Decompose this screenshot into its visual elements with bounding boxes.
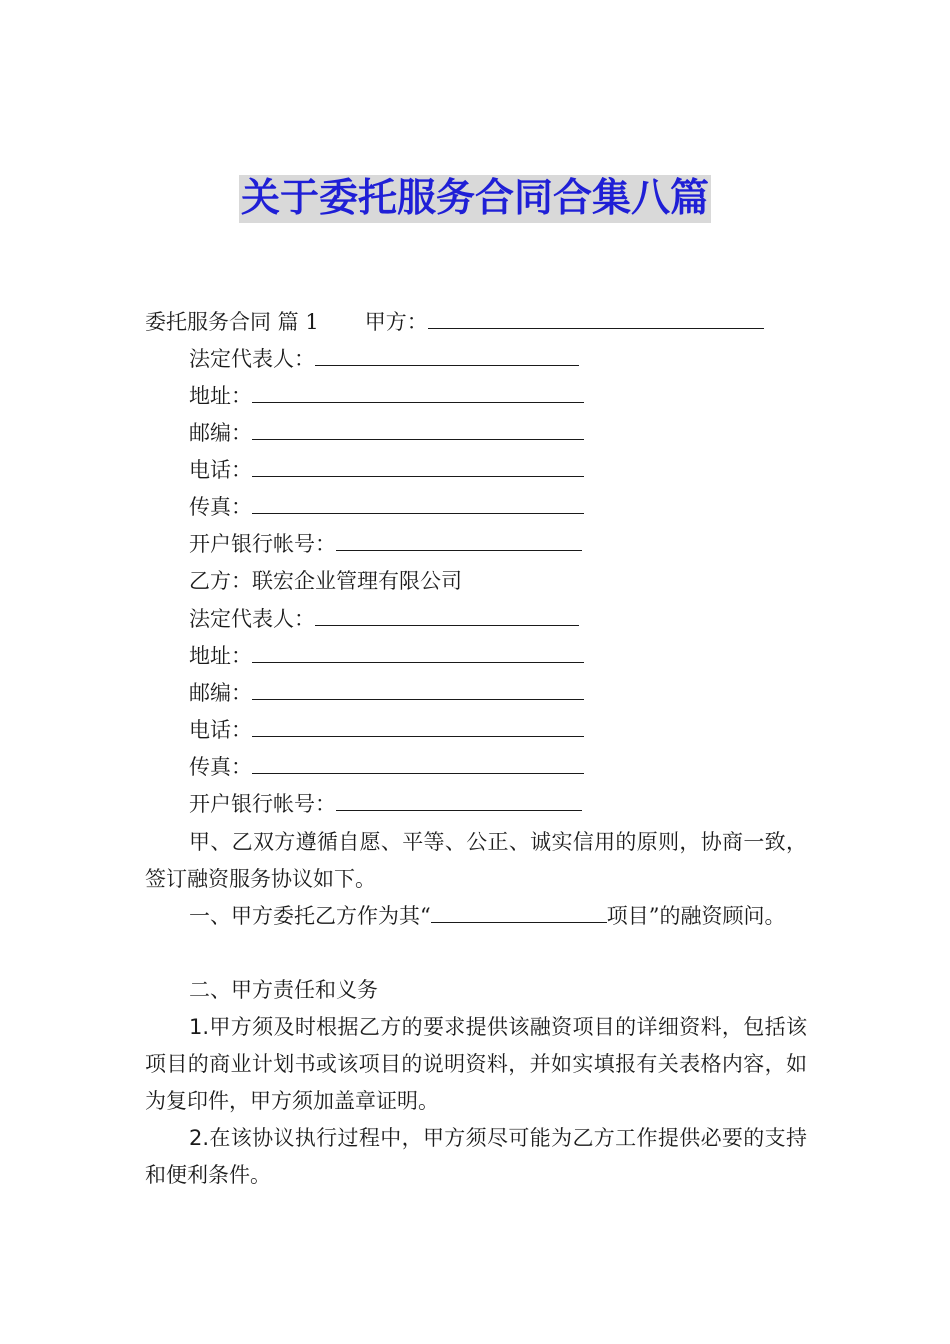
party-a-field-row — [189, 528, 582, 559]
party-a-field-row — [189, 417, 584, 448]
party-a-blank — [428, 306, 764, 329]
party-a-field-row — [189, 454, 584, 485]
party-a-label: 甲方： — [364, 310, 428, 334]
field-blank — [315, 343, 579, 366]
party-b-field-row — [189, 677, 584, 708]
clause-one-text-post: 项目”的融资顾问。 — [606, 904, 786, 928]
field-label: 电话： — [189, 458, 252, 482]
item-text: 在该协议执行过程中，甲方须尽可能为乙方工作提供必要的支持和便利条件。 — [145, 1126, 807, 1187]
party-b-field-row — [189, 603, 579, 634]
party-a-field-row — [189, 491, 584, 522]
field-label: 电话： — [189, 718, 252, 742]
party-a-field-row — [189, 343, 579, 374]
field-blank — [252, 640, 584, 663]
field-label: 邮编： — [189, 421, 252, 445]
clause-one-text-pre: 一、甲方委托乙方作为其“ — [189, 904, 431, 928]
field-blank — [252, 714, 584, 737]
field-label: 法定代表人： — [189, 607, 315, 631]
field-label: 地址： — [189, 384, 252, 408]
party-a-field-row — [189, 380, 584, 411]
field-blank — [252, 417, 584, 440]
document-title: 关于委托服务合同合集八篇 — [240, 176, 709, 221]
field-label: 传真： — [189, 755, 252, 779]
field-blank — [336, 528, 582, 551]
field-blank — [252, 751, 584, 774]
field-blank — [252, 380, 584, 403]
party-b-line — [189, 566, 462, 596]
clause-one — [145, 898, 807, 935]
field-blank — [315, 603, 579, 626]
document-title-wrap — [0, 175, 950, 223]
party-b-field-row — [189, 751, 584, 782]
field-label: 开户银行帐号： — [189, 532, 336, 556]
party-b-field-row — [189, 640, 584, 671]
contract-heading: 委托服务合同 篇 1 — [145, 310, 319, 334]
field-blank — [252, 491, 584, 514]
party-b-field-row — [189, 788, 582, 819]
field-blank — [336, 788, 582, 811]
field-label: 法定代表人： — [189, 347, 315, 371]
item-text: 甲方须及时根据乙方的要求提供该融资项目的详细资料，包括该项目的商业计划书或该项目的说明资料，并如实填报有关表格内容，如为复印件，甲方须加盖章证明。 — [145, 1015, 807, 1113]
clause-two-item-1 — [145, 1009, 807, 1120]
field-label: 地址： — [189, 644, 252, 668]
project-name-blank — [431, 900, 607, 923]
party-b-field-row — [189, 714, 584, 745]
heading-line — [145, 306, 764, 337]
field-label: 开户银行帐号： — [189, 792, 336, 816]
field-label: 传真： — [189, 495, 252, 519]
party-b-name: 乙方：联宏企业管理有限公司 — [189, 569, 462, 593]
intro-paragraph: 甲、乙双方遵循自愿、平等、公正、诚实信用的原则，协商一致，签订融资服务协议如下。 — [145, 830, 807, 891]
item-number: 2. — [189, 1126, 210, 1150]
clause-two-heading: 二、甲方责任和义务 — [189, 978, 378, 1002]
field-blank — [252, 454, 584, 477]
clause-two-item-2 — [145, 1120, 807, 1194]
field-blank — [252, 677, 584, 700]
item-number: 1. — [189, 1015, 210, 1039]
field-label: 邮编： — [189, 681, 252, 705]
